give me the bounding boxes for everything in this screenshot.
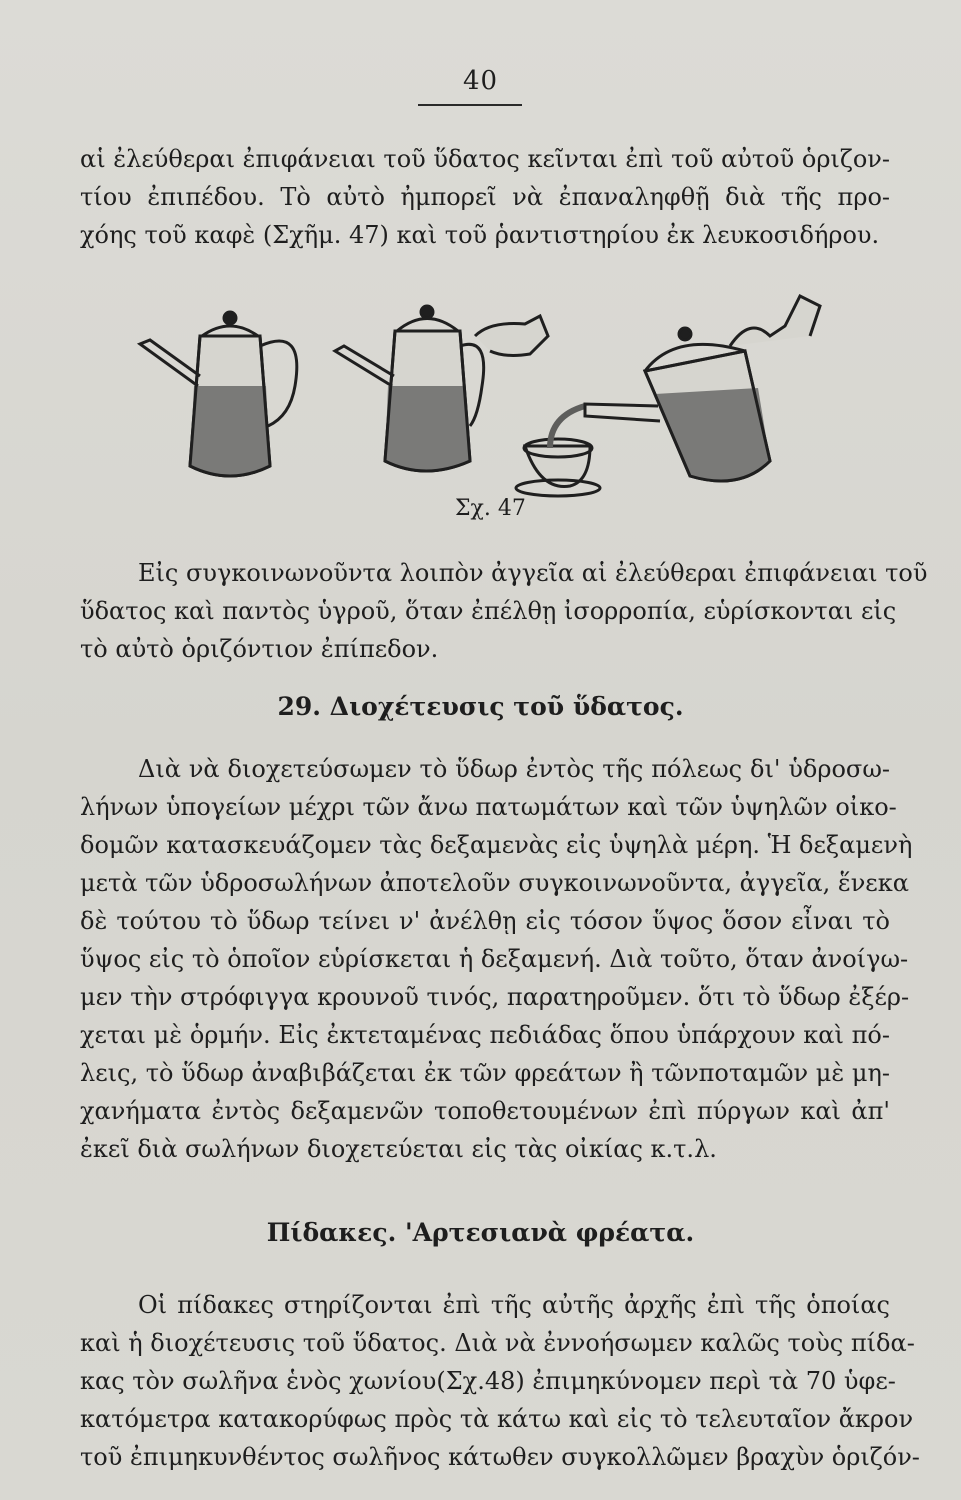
coffee-cup-icon	[516, 406, 600, 496]
text-line: λήνων ὑπογείων μέχρι τῶν ἄνω πατωμάτων καὶ τῶν ὑψηλῶν οἰκο-	[80, 793, 897, 821]
coffee-pot-tilted-icon	[585, 296, 820, 481]
text-line: καὶ ἡ διοχέτευσις τοῦ ὕδατος. Διὰ νὰ ἐννοήσωμεν καλῶς τοὺς πίδα-	[80, 1329, 915, 1357]
text-line: Οἱ πίδακες στηρίζονται ἐπὶ τῆς αὐτῆς ἀρχῆς ἐπὶ τῆς ὁποίας	[138, 1291, 890, 1319]
page-number: 40	[462, 66, 499, 96]
text-line: τίου ἐπιπέδου. Τὸ αὐτὸ ἠμπορεῖ νὰ ἐπαναληφθῇ διὰ τῆς προ-	[80, 183, 890, 211]
page-number-rule	[418, 104, 522, 106]
text-line: χεται μὲ ὁρμήν. Εἰς ἐκτεταμένας πεδιάδας ὅπου ὑπάρχουν καὶ πό-	[80, 1021, 890, 1049]
text-line: χανήματα ἐντὸς δεξαμενῶν τοποθετουμένων ἐπὶ πύργων καὶ ἀπ'	[80, 1097, 890, 1125]
text-line: ἐκεῖ διὰ σωλήνων διοχετεύεται εἰς τὰς οἰκίας κ.τ.λ.	[80, 1135, 717, 1163]
text-line: τὸ αὐτὸ ὁριζόντιον ἐπίπεδον.	[80, 635, 439, 663]
text-line: Εἰς συγκοινωνοῦντα λοιπὸν ἀγγεῖα αἱ ἐλεύθεραι ἐπιφάνειαι τοῦ	[138, 559, 928, 587]
text-line: δὲ τούτου τὸ ὕδωρ τείνει ν' ἀνέλθῃ εἰς τόσον ὕψος ὅσον εἶναι τὸ	[80, 907, 890, 935]
text-line: χόης τοῦ καφὲ (Σχῆμ. 47) καὶ τοῦ ῥαντιστηρίου ἐκ λευκοσιδήρου.	[80, 221, 880, 249]
text-line: ὕψος εἰς τὸ ὁποῖον εὑρίσκεται ἡ δεξαμενή. Διὰ τοῦτο, ὅταν ἀνοίγω-	[80, 945, 909, 973]
text-line: κατόμετρα κατακορύφως πρὸς τὰ κάτω καὶ εἰς τὸ τελευταῖον ἄκρον	[80, 1405, 914, 1433]
text-line: Διὰ νὰ διοχετεύσωμεν τὸ ὕδωρ ἐντὸς τῆς πόλεως δι' ὑδροσω-	[138, 755, 890, 783]
text-line: μετὰ τῶν ὑδροσωλήνων ἀποτελοῦν συγκοινωνοῦντα, ἀγγεῖα, ἕνεκα	[80, 869, 909, 897]
section-heading-fountains: Πίδακες. 'Αρτεσιανὰ φρέατα.	[266, 1218, 695, 1247]
coffee-pot-middle-icon	[335, 306, 548, 471]
text-line: μεν τὴν στρόφιγγα κρουνοῦ τινός, παρατηροῦμεν. ὅτι τὸ ὕδωρ ἐξέρ-	[80, 983, 910, 1011]
text-line: κας τὸν σωλῆνα ἑνὸς χωνίου(Σχ.48) ἐπιμηκύνομεν περὶ τὰ 70 ὑφε-	[80, 1367, 896, 1395]
text-line: ὕδατος καὶ παντὸς ὑγροῦ, ὅταν ἐπέλθῃ ἰσορροπία, εὑρίσκονται εἰς	[80, 597, 897, 625]
text-line: δομῶν κατασκευάζομεν τὰς δεξαμενὰς εἰς ὑψηλὰ μέρη. Ἡ δεξαμενὴ	[80, 831, 913, 859]
text-line: τοῦ ἐπιμηκυνθέντος σωλῆνος κάτωθεν συγκολλῶμεν βραχὺν ὁριζόν-	[80, 1443, 920, 1471]
coffee-pots-illustration	[130, 276, 830, 516]
figure-caption: Σχ. 47	[455, 496, 526, 521]
text-line: αἱ ἐλεύθεραι ἐπιφάνειαι τοῦ ὕδατος κεῖνται ἐπὶ τοῦ αὐτοῦ ὁριζον-	[80, 145, 890, 173]
text-line: λεις, τὸ ὕδωρ ἀναβιβάζεται ἐκ τῶν φρεάτων ἢ τῶνποταμῶν μὲ μη-	[80, 1059, 890, 1087]
coffee-pot-left-icon	[140, 312, 297, 476]
section-heading-water-distribution: 29. Διοχέτευσις τοῦ ὕδατος.	[277, 692, 684, 721]
